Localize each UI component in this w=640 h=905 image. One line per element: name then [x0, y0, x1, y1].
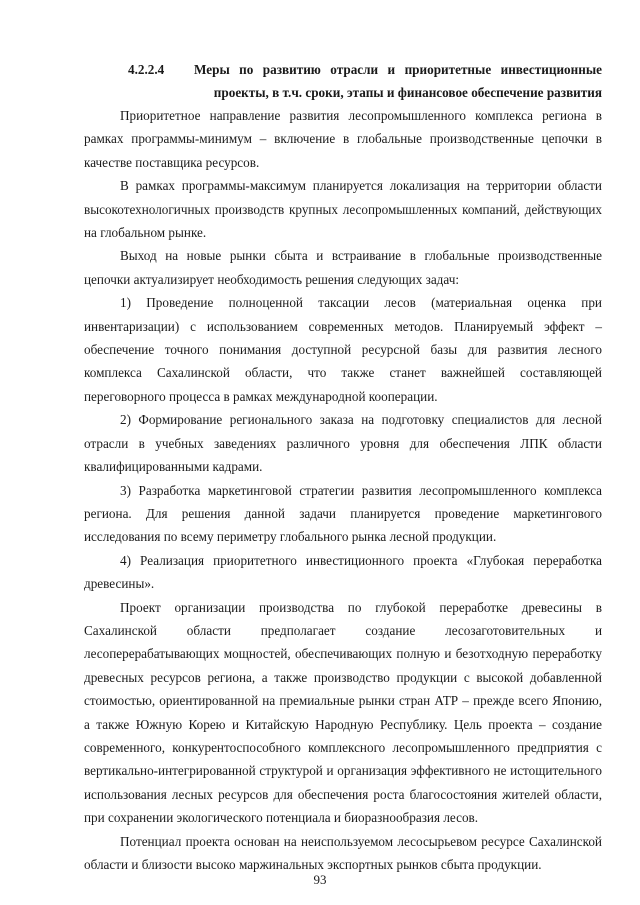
list-item-task-1: 1) Проведение полноценной таксации лесов (материальная оценка при инвентаризации) с использованием современных методов. Планируемый эффект – обеспечение точного понимания доступной ресурсной базы для развития лесного комплекса Сахалинской области, что также станет важнейшей составляющей переговорного процесса в рамках международной кооперации.: [84, 295, 602, 404]
section-heading: [128, 58, 602, 104]
paragraph-project-description: Проект организации производства по глубокой переработке древесины в Сахалинской области предполагает создание лесозаготовительных и лесоперерабатывающих мощностей, обеспечивающих полную и безотходную переработку древесных ресурсов региона, а также производство продукции с высокой добавленной стоимостью, ориентированной на премиальные рынки стран АТР – прежде всего Японию, а также Южную Корею и Китайскую Народную Республику. Цель проекта – создание современного, конкурентоспособного комплексного лесопромышленного предприятия с вертикально-интегрированной структурой и организация эффективного не истощительного использования лесных ресурсов для обеспечения роста благосостояния жителей области, при сохранении экологического потенциала и биоразнообразия лесов.: [84, 599, 602, 826]
section-title-part1: Меры по развитию отрасли и приоритетные инвестиционные: [194, 62, 602, 77]
list-item-task-2: 2) Формирование регионального заказа на подготовку специалистов для лесной отрасли в учебных заведениях различного уровня для обеспечения ЛПК области квалифицированными кадрами.: [84, 412, 602, 475]
list-item-task-4: 4) Реализация приоритетного инвестиционного проекта «Глубокая переработка древесины».: [84, 552, 602, 592]
paragraph-priority-direction: Приоритетное направление развития лесопромышленного комплекса региона в рамках программы-минимум – включение в глобальные производственные цепочки в качестве поставщика ресурсов.: [84, 108, 602, 170]
section-number: 4.2.2.4: [128, 62, 165, 77]
page-number: 93: [313, 872, 327, 887]
section-title-part2: проекты, в т.ч. сроки, этапы и финансовое обеспечение развития: [213, 85, 602, 100]
body-text: [84, 104, 602, 876]
paragraph-program-maximum: В рамках программы-максимум планируется локализация на территории области высокотехнологичных производств крупных лесопромышленных компаний, действующих на глобальном рынке.: [84, 178, 602, 241]
paragraph-new-markets: Выход на новые рынки сбыта и встраивание в глобальные производственные цепочки актуализирует необходимость решения следующих задач:: [84, 248, 602, 287]
paragraph-project-potential: Потенциал проекта основан на неиспользуемом лесосырьевом ресурсе Сахалинской области и близости высоко маржинальных экспортных рынков сбыта продукции.: [84, 833, 602, 872]
section-heading-line1: [128, 58, 602, 81]
list-item-task-3: 3) Разработка маркетинговой стратегии развития лесопромышленного комплекса региона. Для решения данной задачи планируется проведение маркетингового исследования по всему периметру глобального рынка лесной продукции.: [84, 482, 602, 545]
